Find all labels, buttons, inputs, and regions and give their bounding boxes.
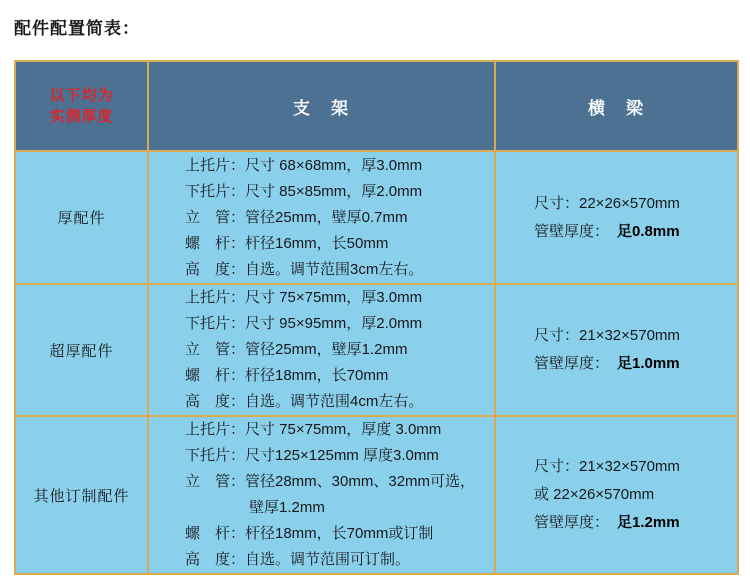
table-row-extra-thick [15,284,738,416]
beam-cell [495,416,738,574]
wall-value: 足0.8mm [617,222,680,240]
spec-line: 下托片：尺寸 95×95mm，厚2.0mm [185,315,423,332]
support-cell [148,284,495,416]
spec-line: 螺 杆：杆径18mm，长70mm或订制 [185,525,434,542]
header-note-line1: 以下均为 [49,87,114,104]
spec-line-continuation: 壁厚1.2mm [249,499,325,516]
beam-wall-line [534,509,729,537]
header-support: 支 架 [148,61,495,151]
support-cell [148,416,495,574]
table-row-custom [15,416,738,574]
header-beam: 横 梁 [495,61,738,151]
spec-line: 螺 杆：杆径16mm，长50mm [185,234,389,252]
beam-size-line: 尺寸：21×32×570mm [534,327,680,344]
wall-label: 管壁厚度： [534,514,610,531]
beam-cell [495,284,738,416]
spec-line: 下托片：尺寸 85×85mm，厚2.0mm [185,182,423,200]
wall-label: 管壁厚度： [534,222,610,240]
beam-wall-line [534,350,729,378]
wall-value: 足1.2mm [617,514,680,531]
header-row [15,61,738,151]
spec-line: 高 度：自选。调节范围可订制。 [185,551,411,568]
beam-size-line: 或 22×26×570mm [534,486,655,503]
wall-label: 管壁厚度： [534,355,610,372]
support-cell [148,151,495,284]
spec-line: 上托片：尺寸 75×75mm，厚度 3.0mm [185,421,442,438]
spec-line: 下托片：尺寸125×125mm 厚度3.0mm [185,447,439,464]
spec-line: 上托片：尺寸 68×68mm，厚3.0mm [185,156,423,174]
spec-line: 上托片：尺寸 75×75mm，厚3.0mm [185,289,423,306]
wall-value: 足1.0mm [617,355,680,372]
spec-line: 立 管：管径25mm，壁厚1.2mm [185,341,408,358]
category-cell: 超厚配件 [15,284,148,416]
beam-cell [495,151,738,284]
spec-line: 螺 杆：杆径18mm，长70mm [185,367,389,384]
beam-size-line: 尺寸：22×26×570mm [534,194,680,212]
category-cell: 其他订制配件 [15,416,148,574]
header-note-line2: 实测厚度 [49,108,114,125]
page-title: 配件配置简表： [14,19,140,38]
beam-size-line: 尺寸：21×32×570mm [534,458,680,475]
spec-line: 立 管：管径25mm，壁厚0.7mm [185,208,408,226]
spec-table [14,60,739,575]
table-row-thick [15,151,738,284]
category-cell: 厚配件 [15,151,148,284]
beam-wall-line [534,218,729,246]
spec-line: 高 度：自选。调节范围3cm左右。 [185,260,424,278]
spec-line: 立 管：管径28mm、30mm、32mm可选， [185,473,476,490]
spec-line: 高 度：自选。调节范围4cm左右。 [185,393,424,410]
header-note-cell [15,61,148,151]
